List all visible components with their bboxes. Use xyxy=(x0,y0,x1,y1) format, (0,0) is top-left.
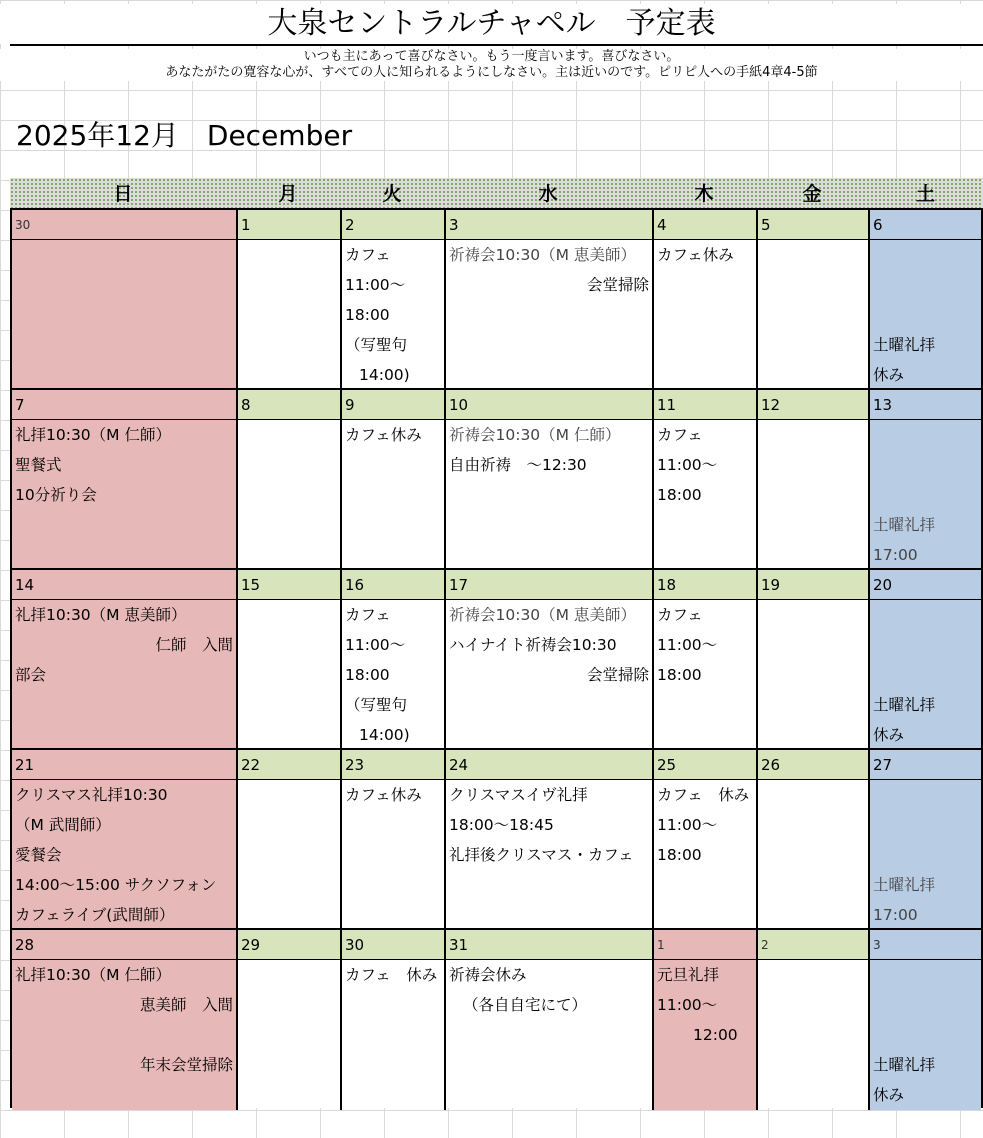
day-number: 20 xyxy=(870,570,981,600)
day-events xyxy=(654,240,756,388)
event-line: 土曜礼拝 xyxy=(873,516,936,534)
calendar-day-cell[interactable] xyxy=(870,570,981,750)
day-number: 31 xyxy=(446,930,652,960)
weekday-sun: 日 xyxy=(113,183,133,205)
day-number: 16 xyxy=(342,570,444,600)
day-events xyxy=(12,600,236,748)
header xyxy=(0,0,983,118)
event-line: カフェ休み xyxy=(345,426,422,444)
weekday-mon: 月 xyxy=(278,183,298,205)
event-line: 礼拝10:30（M 仁師） xyxy=(15,966,171,984)
day-number: 28 xyxy=(12,930,236,960)
day-events xyxy=(12,960,236,1108)
calendar-day-cell[interactable] xyxy=(758,750,870,930)
event-line: 11:00～ xyxy=(657,816,718,834)
event-line xyxy=(873,300,978,330)
day-number: 22 xyxy=(238,750,340,780)
event-line: 土曜礼拝 xyxy=(873,336,936,354)
weekday-thu: 木 xyxy=(694,183,714,205)
weekday-fri: 金 xyxy=(802,183,822,205)
event-line: カフェ休み xyxy=(657,246,734,264)
event-line: （M 武間師） xyxy=(15,816,111,834)
day-events xyxy=(654,420,756,568)
event-line: 18:00 xyxy=(345,666,390,684)
day-number: 9 xyxy=(342,390,444,420)
calendar-day-cell[interactable] xyxy=(238,930,342,1110)
day-number: 8 xyxy=(238,390,340,420)
weekday-sat: 土 xyxy=(915,183,935,205)
day-number: 2 xyxy=(342,210,444,240)
day-number: 14 xyxy=(12,570,236,600)
calendar-day-cell[interactable] xyxy=(342,750,446,930)
day-events xyxy=(342,960,444,1108)
event-line: （各自自宅にて） xyxy=(463,996,588,1014)
event-line: カフェ xyxy=(345,606,391,624)
day-events xyxy=(654,780,756,928)
day-number: 5 xyxy=(758,210,868,240)
event-line: カフェ xyxy=(657,606,703,624)
event-line: 祈祷会10:30（M 恵美師） xyxy=(449,606,636,624)
day-events xyxy=(238,240,340,388)
weekday-header-row xyxy=(10,178,983,208)
event-line: 礼拝後クリスマス・カフェ xyxy=(449,846,634,864)
event-line: 10分祈り会 xyxy=(15,486,97,504)
calendar-day-cell[interactable] xyxy=(870,390,981,570)
event-line: 11:00～ xyxy=(345,276,406,294)
event-line: ハイナイト祈祷会10:30 xyxy=(449,636,617,654)
day-events xyxy=(342,780,444,928)
calendar-day-cell[interactable] xyxy=(870,750,981,930)
event-line: 18:00 xyxy=(657,486,702,504)
event-line: 年末会堂掃除 xyxy=(139,1056,233,1074)
calendar-day-cell[interactable] xyxy=(342,570,446,750)
day-number: 27 xyxy=(870,750,981,780)
event-line: 休み xyxy=(873,366,905,384)
event-line xyxy=(873,660,978,690)
day-events xyxy=(758,780,868,928)
day-number: 13 xyxy=(870,390,981,420)
day-events xyxy=(446,600,652,748)
day-number: 24 xyxy=(446,750,652,780)
event-line: 元旦礼拝 xyxy=(657,966,720,984)
day-number: 7 xyxy=(12,390,236,420)
day-events xyxy=(342,600,444,748)
event-line: 会堂掃除 xyxy=(586,666,649,684)
event-line: 11:00～ xyxy=(657,456,718,474)
event-line xyxy=(873,990,978,1020)
day-number: 3 xyxy=(870,930,981,960)
day-number: 11 xyxy=(654,390,756,420)
calendar-day-cell[interactable] xyxy=(870,210,981,390)
event-line: 14:00～15:00 サクソフォン xyxy=(15,876,217,894)
event-line: 休み xyxy=(873,1086,905,1104)
event-line xyxy=(873,780,978,810)
day-number: 3 xyxy=(446,210,652,240)
calendar-day-cell[interactable] xyxy=(238,210,342,390)
event-line: 12:00 xyxy=(693,1026,738,1044)
day-number: 15 xyxy=(238,570,340,600)
event-line: 祈祷会休み xyxy=(449,966,527,984)
calendar-day-cell[interactable] xyxy=(342,930,446,1110)
weekday-tue: 火 xyxy=(382,183,402,205)
event-line: 愛餐会 xyxy=(15,846,62,864)
event-line xyxy=(873,270,978,300)
day-events xyxy=(758,960,868,1108)
event-line: 18:00 xyxy=(657,666,702,684)
day-events xyxy=(342,420,444,568)
day-number: 18 xyxy=(654,570,756,600)
calendar-day-cell[interactable] xyxy=(446,570,654,750)
weekday-wed: 水 xyxy=(538,183,558,205)
calendar-day-cell[interactable] xyxy=(238,570,342,750)
event-line: カフェ xyxy=(345,246,391,264)
scripture-verse xyxy=(0,49,983,81)
calendar-day-cell[interactable] xyxy=(12,210,238,390)
calendar-day-cell[interactable] xyxy=(758,570,870,750)
calendar-day-cell[interactable] xyxy=(12,390,238,570)
calendar-day-cell[interactable] xyxy=(238,390,342,570)
event-line xyxy=(873,630,978,660)
calendar-day-cell[interactable] xyxy=(654,210,758,390)
event-line: 11:00～ xyxy=(345,636,406,654)
day-events xyxy=(12,240,236,388)
day-number: 23 xyxy=(342,750,444,780)
day-number: 10 xyxy=(446,390,652,420)
event-line xyxy=(15,1020,233,1050)
event-line: 部会 xyxy=(15,666,47,684)
day-number: 2 xyxy=(758,930,868,960)
day-events xyxy=(654,960,756,1108)
event-line: 土曜礼拝 xyxy=(873,696,936,714)
event-line: 祈祷会10:30（M 仁師） xyxy=(449,426,621,444)
day-events xyxy=(446,780,652,928)
day-number: 1 xyxy=(654,930,756,960)
calendar-day-cell[interactable] xyxy=(12,570,238,750)
event-line: 14:00) xyxy=(359,366,410,384)
day-events xyxy=(342,240,444,388)
event-line: カフェ 休み xyxy=(657,786,750,804)
event-line xyxy=(873,840,978,870)
event-line xyxy=(873,1020,978,1050)
day-number: 26 xyxy=(758,750,868,780)
event-line: 聖餐式 xyxy=(15,456,62,474)
calendar-day-cell[interactable] xyxy=(870,930,981,1110)
event-line: 土曜礼拝 xyxy=(873,1056,936,1074)
day-events xyxy=(758,240,868,388)
event-line: 礼拝10:30（M 恵美師） xyxy=(15,606,187,624)
day-number: 4 xyxy=(654,210,756,240)
calendar-day-cell[interactable] xyxy=(654,570,758,750)
day-number: 29 xyxy=(238,930,340,960)
event-line: 17:00 xyxy=(873,546,918,564)
day-events xyxy=(870,960,981,1108)
event-line: 18:00～18:45 xyxy=(449,816,554,834)
event-line: 11:00～ xyxy=(657,996,718,1014)
event-line: 仁師 入間 xyxy=(155,636,233,654)
day-events xyxy=(870,240,981,388)
event-line xyxy=(873,480,978,510)
calendar-day-cell[interactable] xyxy=(238,750,342,930)
event-line: カフェ xyxy=(657,426,703,444)
day-events xyxy=(238,600,340,748)
calendar-day-cell[interactable] xyxy=(758,930,870,1110)
day-number: 25 xyxy=(654,750,756,780)
calendar-grid xyxy=(10,208,983,1108)
calendar-day-cell[interactable] xyxy=(446,390,654,570)
event-line: 11:00～ xyxy=(657,636,718,654)
calendar-day-cell[interactable] xyxy=(12,750,238,930)
verse-line-1: いつも主にあって喜びなさい。もう一度言います。喜びなさい。 xyxy=(303,49,680,64)
event-line: （写聖句 xyxy=(345,696,408,714)
event-line xyxy=(873,810,978,840)
day-number: 21 xyxy=(12,750,236,780)
event-line xyxy=(873,960,978,990)
event-line: 土曜礼拝 xyxy=(873,876,936,894)
day-number: 1 xyxy=(238,210,340,240)
day-events xyxy=(446,240,652,388)
event-line: 18:00 xyxy=(345,306,390,324)
day-events xyxy=(12,780,236,928)
event-line xyxy=(873,420,978,450)
day-events xyxy=(870,780,981,928)
title-underline xyxy=(10,44,983,46)
day-number: 17 xyxy=(446,570,652,600)
event-line: クリスマス礼拝10:30 xyxy=(15,786,168,804)
day-events xyxy=(446,960,652,1108)
page-title: 大泉セントラルチャペル 予定表 xyxy=(0,4,983,44)
day-events xyxy=(758,420,868,568)
calendar-day-cell[interactable] xyxy=(654,930,758,1110)
day-number: 30 xyxy=(12,210,236,240)
calendar-day-cell[interactable] xyxy=(12,930,238,1110)
event-line: 会堂掃除 xyxy=(586,276,649,294)
event-line: クリスマスイヴ礼拝 xyxy=(449,786,588,804)
event-line: 祈祷会10:30（M 恵美師） xyxy=(449,246,636,264)
day-events xyxy=(870,600,981,748)
calendar-day-cell[interactable] xyxy=(446,750,654,930)
calendar-day-cell[interactable] xyxy=(758,210,870,390)
event-line: カフェ休み xyxy=(345,786,422,804)
day-number: 6 xyxy=(870,210,981,240)
event-line: 恵美師 入間 xyxy=(139,996,233,1014)
day-events xyxy=(446,420,652,568)
event-line xyxy=(873,240,978,270)
day-number: 12 xyxy=(758,390,868,420)
event-line: 自由祈祷 ～12:30 xyxy=(449,456,587,474)
calendar-day-cell[interactable] xyxy=(654,750,758,930)
day-events xyxy=(758,600,868,748)
event-line xyxy=(873,450,978,480)
calendar-day-cell[interactable] xyxy=(446,930,654,1110)
day-events xyxy=(870,420,981,568)
day-events xyxy=(12,420,236,568)
day-events xyxy=(238,960,340,1108)
calendar-day-cell[interactable] xyxy=(342,210,446,390)
day-events xyxy=(654,600,756,748)
day-events xyxy=(238,420,340,568)
event-line: 礼拝10:30（M 仁師） xyxy=(15,426,171,444)
event-line: 休み xyxy=(873,726,905,744)
event-line xyxy=(873,600,978,630)
event-line: カフェ 休み xyxy=(345,966,438,984)
verse-line-2: あなたがたの寛容な心が、すべての人に知られるようにしなさい。主は近いのです。ピリピ人への手紙4章4-5節 xyxy=(165,65,818,80)
day-number: 19 xyxy=(758,570,868,600)
calendar-day-cell[interactable] xyxy=(758,390,870,570)
day-number: 30 xyxy=(342,930,444,960)
event-line: カフェライブ(武間師） xyxy=(15,906,175,924)
event-line: 18:00 xyxy=(657,846,702,864)
calendar-day-cell[interactable] xyxy=(446,210,654,390)
event-line: （写聖句 xyxy=(345,336,408,354)
calendar-day-cell[interactable] xyxy=(654,390,758,570)
month-label: 2025年12月 December xyxy=(16,119,353,152)
day-events xyxy=(238,780,340,928)
event-line: 14:00) xyxy=(359,726,410,744)
event-line: 17:00 xyxy=(873,906,918,924)
calendar-day-cell[interactable] xyxy=(342,390,446,570)
